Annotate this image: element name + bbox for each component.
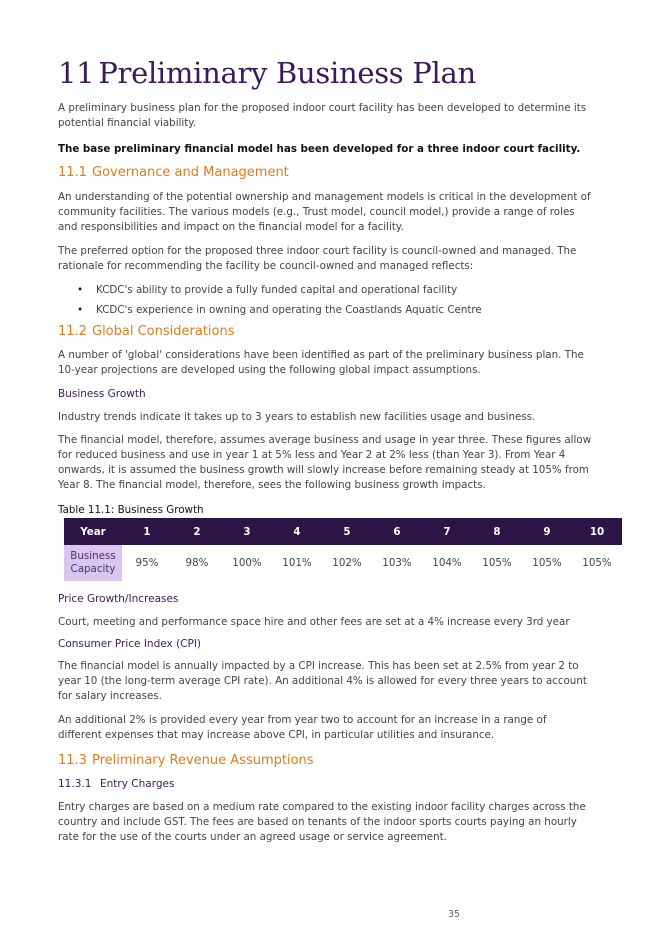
intro-paragraph: A preliminary business plan for the proposed indoor court facility has been developed to determine its potential financial viability. [58,102,587,129]
header-cell: 7 [422,518,472,545]
bullet-item [77,304,482,316]
header-cell: 10 [572,518,622,545]
header-cell: 8 [472,518,522,545]
heading-number: 11.2 [58,324,87,339]
base-statement: The base preliminary financial model has been developed for a three indoor court facility. [58,143,581,155]
row-label-cell [64,545,122,581]
table-cell: 103% [382,557,412,569]
governance-paragraph-1: An understanding of the potential ownership and management models is critical in the development of community facilities. The various models (e.g., Trust model, council model,) provide a range of roles and responsibilities and impact on the financial model for a facility. [58,191,591,233]
entry-charges-paragraph: Entry charges are based on a medium rate compared to the existing indoor facility charges across the country and include GST. The fees are based on tenants of the indoor sports courts paying an hourly rate for the use of the courts under an agreed usage or service agreement. [58,801,586,843]
table-caption: Table 11.1: Business Growth [58,504,204,516]
row-label-line: Capacity [70,563,116,575]
row-label-line: Business [70,550,116,562]
header-cell: 1 [122,518,172,545]
heading-11-1 [58,165,289,180]
heading-11-2 [58,324,235,339]
heading-text: Entry Charges [100,778,175,790]
header-cell: 6 [372,518,422,545]
table-cell: 98% [185,557,209,569]
heading-text: Global Considerations [92,324,235,339]
heading-text: Governance and Management [92,165,289,180]
heading-text: Preliminary Revenue Assumptions [92,753,314,768]
header-cell: 4 [272,518,322,545]
bullet-text: KCDC's experience in owning and operating the Coastlands Aquatic Centre [96,304,482,316]
table-cell: 100% [232,557,262,569]
table-cell: 101% [282,557,312,569]
header-cell: 3 [222,518,272,545]
header-cell: Year [64,518,122,545]
price-growth-paragraph: Court, meeting and performance space hire and other fees are set at a 4% increase every 3rd year [58,616,570,628]
price-growth-heading: Price Growth/Increases [58,593,179,605]
business-growth-paragraph-2: The financial model, therefore, assumes average business and usage in year three. These figures allow for reduced business and use in year 1 at 5% less and Year 2 at 2% less (than Year 3). From Year 4 onwards, it is assumed the business growth will slowly increase before remaining steady at 105% from Year 8. The financial model, therefore, sees the following business growth impacts. [58,434,592,491]
cpi-paragraph-2: An additional 2% is provided every year from year two to account for an increase in a range of different expenses that may increase above CPI, in particular utilities and insurance. [58,714,547,741]
entry-charges-heading [58,778,174,790]
table-cell: 105% [482,557,512,569]
page-title [58,56,476,90]
business-growth-paragraph-1: Industry trends indicate it takes up to 3 years to establish new facilities usage and business. [58,411,536,423]
header-cell: 5 [322,518,372,545]
governance-paragraph-2: The preferred option for the proposed three indoor court facility is council-owned and managed. The rationale for recommending the facility be council-owned and managed reflects: [58,245,577,272]
business-growth-table [64,518,622,581]
heading-number: 11.3.1 [58,778,92,790]
table-cell: 105% [532,557,562,569]
header-cell: 9 [522,518,572,545]
cpi-paragraph-1: The financial model is annually impacted by a CPI increase. This has been set at 2.5% from year 2 to year 10 (the long-term average CPI rate). An additional 4% is allowed for every three years to account for salary increases. [58,660,587,702]
table-cell: 102% [332,557,362,569]
heading-11-3 [58,753,314,768]
table-cell: 95% [135,557,159,569]
global-paragraph: A number of 'global' considerations have been identified as part of the preliminary business plan. The 10-year projections are developed using the following global impact assumptions. [58,349,584,376]
section-number: 11 [58,56,95,90]
table-cell: 104% [432,557,462,569]
bullet-dot-icon: • [77,284,84,296]
page-number: 35 [448,909,461,920]
table-row [64,545,622,581]
cpi-heading: Consumer Price Index (CPI) [58,638,202,650]
business-growth-heading: Business Growth [58,388,146,400]
bullet-text: KCDC's ability to provide a fully funded capital and operational facility [96,284,458,296]
heading-number: 11.1 [58,165,87,180]
heading-number: 11.3 [58,753,87,768]
bullet-dot-icon: • [77,304,84,316]
table-header-row [64,518,622,545]
table-cell: 105% [582,557,612,569]
section-title: Preliminary Business Plan [98,56,476,90]
bullet-item [77,284,457,296]
header-cell: 2 [172,518,222,545]
